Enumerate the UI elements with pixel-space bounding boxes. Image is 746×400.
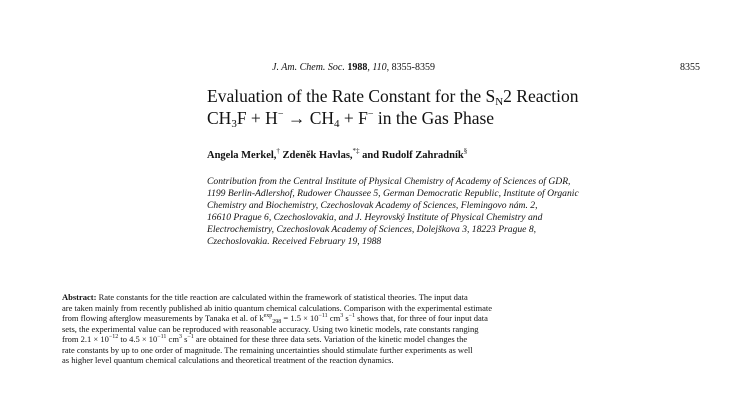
title-line-1 bbox=[207, 85, 707, 107]
affiliation-line: Czechoslovakia. Received February 19, 1988 bbox=[207, 236, 382, 247]
journal-citation: J. Am. Chem. Soc. 1988, 110, 8355-8359 bbox=[272, 62, 435, 73]
abstract-text: cm bbox=[327, 313, 341, 323]
abstract-superscript: −1 bbox=[348, 313, 356, 319]
abstract-text: from flowing afterglow measurements by Tanaka et al. of k bbox=[62, 313, 264, 323]
author-footnote-mark: † bbox=[276, 147, 280, 155]
abstract-superscript: −11 bbox=[318, 313, 328, 319]
page-number: 8355 bbox=[680, 62, 700, 73]
author-footnote-mark: § bbox=[463, 147, 468, 155]
title-text: F + H bbox=[236, 108, 278, 128]
abstract bbox=[62, 292, 710, 366]
affiliation bbox=[207, 176, 707, 248]
author-name: and Rudolf Zahradník bbox=[359, 150, 464, 161]
title-text: CH bbox=[207, 108, 232, 128]
abstract-line: as higher level quantum chemical calculations and theoretical treatment of the reaction dynamics. bbox=[62, 355, 394, 365]
journal-volume: 110 bbox=[372, 62, 387, 73]
title-superscript: − bbox=[367, 109, 374, 120]
reaction-arrow: → bbox=[283, 108, 310, 128]
title-subscript: 3 bbox=[231, 118, 237, 130]
title-text: in the Gas Phase bbox=[373, 108, 495, 128]
abstract-text: = 1.5 × 10 bbox=[281, 313, 319, 323]
abstract-text: shows that, for three of four input data bbox=[355, 313, 488, 323]
abstract-label: Abstract: bbox=[62, 292, 97, 302]
abstract-superscript: exp bbox=[263, 313, 273, 319]
title-subscript: 4 bbox=[334, 118, 340, 130]
abstract-superscript: 3 bbox=[340, 313, 344, 319]
title-text: CH bbox=[309, 108, 335, 128]
affiliation-line: 1199 Berlin-Adlershof, Rudower Chaussee 5, German Democratic Republic, Institute of Organic bbox=[207, 188, 579, 199]
affiliation-line: 16610 Prague 6, Czechoslovakia, and J. Heyrovský Institute of Physical Chemistry and bbox=[207, 212, 543, 223]
abstract-superscript: −1 bbox=[187, 334, 194, 340]
abstract-superscript: −11 bbox=[157, 334, 167, 340]
author-name: Angela Merkel, bbox=[207, 150, 277, 161]
abstract-line bbox=[62, 334, 710, 345]
abstract-text: s bbox=[343, 313, 349, 323]
paper-title bbox=[207, 85, 707, 129]
affiliation-line: Contribution from the Central Institute of Physical Chemistry of Academy of Sciences of GDR, bbox=[207, 176, 571, 187]
abstract-subscript: 298 bbox=[272, 319, 282, 325]
journal-pages: 8355-8359 bbox=[391, 62, 435, 73]
title-subscript: N bbox=[495, 96, 504, 108]
author-footnote-mark: *‡ bbox=[352, 147, 360, 155]
abstract-text: from 2.1 × 10 bbox=[62, 334, 109, 344]
affiliation-line: Chemistry and Biochemistry, Czechoslovak Academy of Sciences, Flemingovo nám. 2, bbox=[207, 200, 538, 211]
affiliation-line: Electrochemistry, Czechoslovak Academy of Sciences, Dolejškova 3, 18223 Prague 8, bbox=[207, 224, 537, 235]
abstract-text: to 4.5 × 10 bbox=[118, 334, 158, 344]
title-text: Evaluation of the Rate Constant for the S bbox=[207, 86, 496, 106]
abstract-line bbox=[62, 292, 710, 303]
abstract-line: rate constants by up to one order of magnitude. The remaining uncertainties should stimulate further experiments as well bbox=[62, 344, 473, 355]
abstract-superscript: −12 bbox=[108, 334, 119, 340]
abstract-superscript: 3 bbox=[178, 334, 182, 340]
abstract-line bbox=[62, 313, 710, 324]
journal-header bbox=[0, 62, 746, 76]
abstract-text: cm bbox=[166, 334, 179, 344]
author-list bbox=[207, 147, 468, 161]
abstract-line: are taken mainly from recently published ab initio quantum chemical calculations. Comparison with the experimental estimate bbox=[62, 302, 493, 313]
abstract-text: Rate constants for the title reaction are calculated within the framework of statistical theories. The input data bbox=[96, 292, 468, 302]
journal-name: J. Am. Chem. Soc. bbox=[272, 62, 345, 73]
abstract-text: s bbox=[181, 334, 188, 344]
title-superscript: − bbox=[277, 109, 284, 120]
author-name: Zdeněk Havlas, bbox=[279, 150, 353, 161]
abstract-line: sets, the experimental value can be reproduced with reasonable accuracy. Using two kinetic models, rate constants ranging bbox=[62, 323, 479, 334]
journal-year: 1988 bbox=[347, 62, 368, 73]
title-text: + F bbox=[339, 108, 368, 128]
title-line-2 bbox=[207, 107, 707, 129]
abstract-text: are obtained for these three data sets. Variation of the kinetic model changes the bbox=[193, 334, 468, 344]
title-text: 2 Reaction bbox=[503, 86, 579, 106]
